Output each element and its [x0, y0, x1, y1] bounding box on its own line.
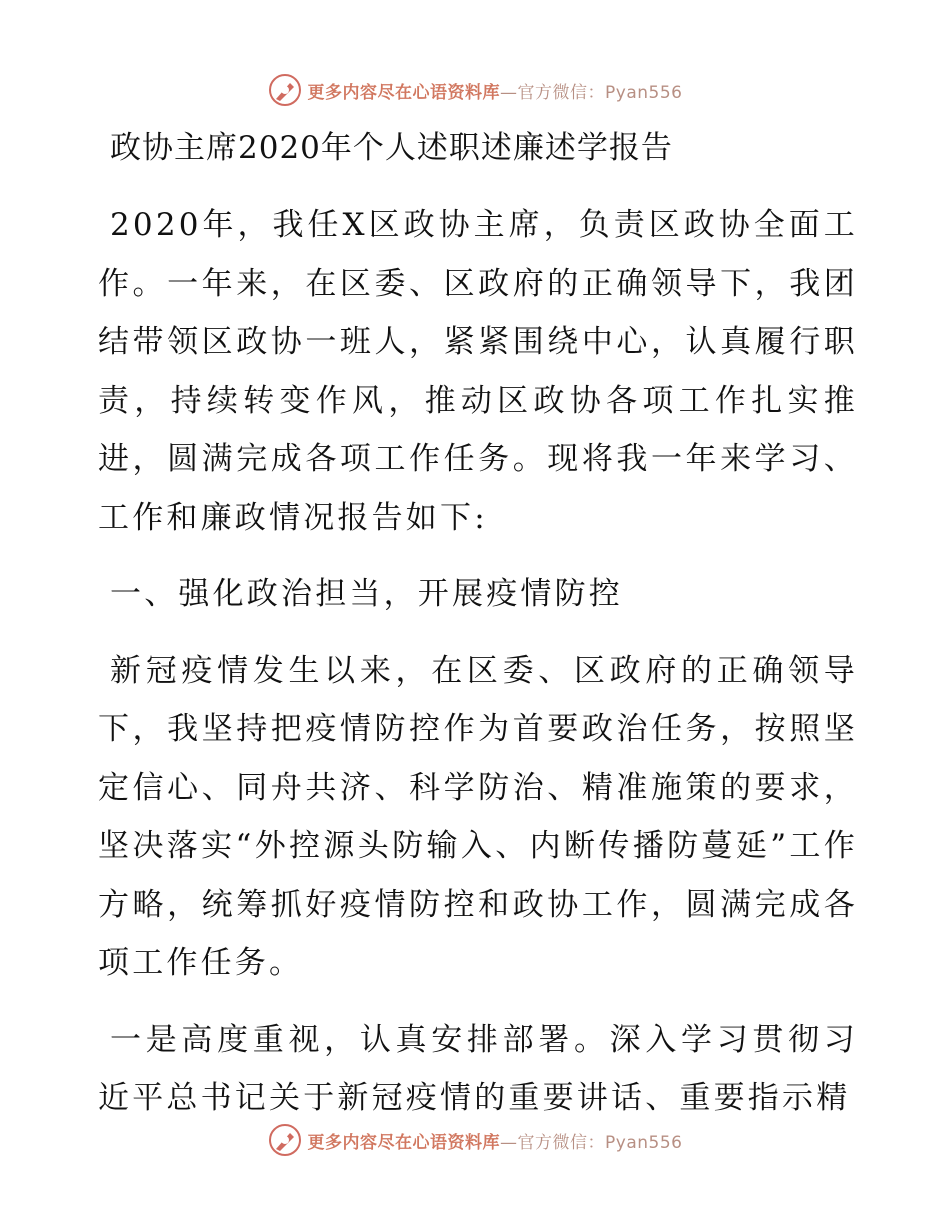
footer-watermark [0, 1122, 950, 1158]
section-paragraph: 新冠疫情发生以来，在区委、区政府的正确领导下，我坚持把疫情防控作为首要政治任务，按照坚定信心、同舟共济、科学防治、精准施策的要求，坚决落实“外控源头防输入、内断传播防蔓延”工作方略，统筹抓好疫情防控和政协工作，圆满完成各项工作任务。 [98, 652, 858, 981]
pen-logo-icon [268, 1123, 302, 1157]
pen-logo-icon [268, 73, 302, 107]
watermark-text: 更多内容尽在心语资料库—官方微信：Pyan556 [307, 82, 683, 103]
section-subparagraph: 一是高度重视，认真安排部署。深入学习贯彻习近平总书记关于新冠疫情的重要讲话、重要指示精 [98, 1021, 858, 1116]
section-heading: 一、强化政治担当，开展疫情防控 [110, 576, 623, 612]
intro-paragraph: 2020年，我任X区政协主席，负责区政协全面工作。一年来，在区委、区政府的正确领导下，我团结带领区政协一班人，紧紧围绕中心，认真履行职责，持续转变作风，推动区政协各项工作扎实推进，圆满完成各项工作任务。现将我一年来学习、工作和廉政情况报告如下: [98, 207, 858, 536]
watermark-text: 更多内容尽在心语资料库—官方微信：Pyan556 [307, 1132, 683, 1153]
document-body [98, 122, 858, 1146]
document-title: 政协主席2020年个人述职述廉述学报告 [110, 130, 673, 166]
header-watermark [0, 72, 950, 108]
